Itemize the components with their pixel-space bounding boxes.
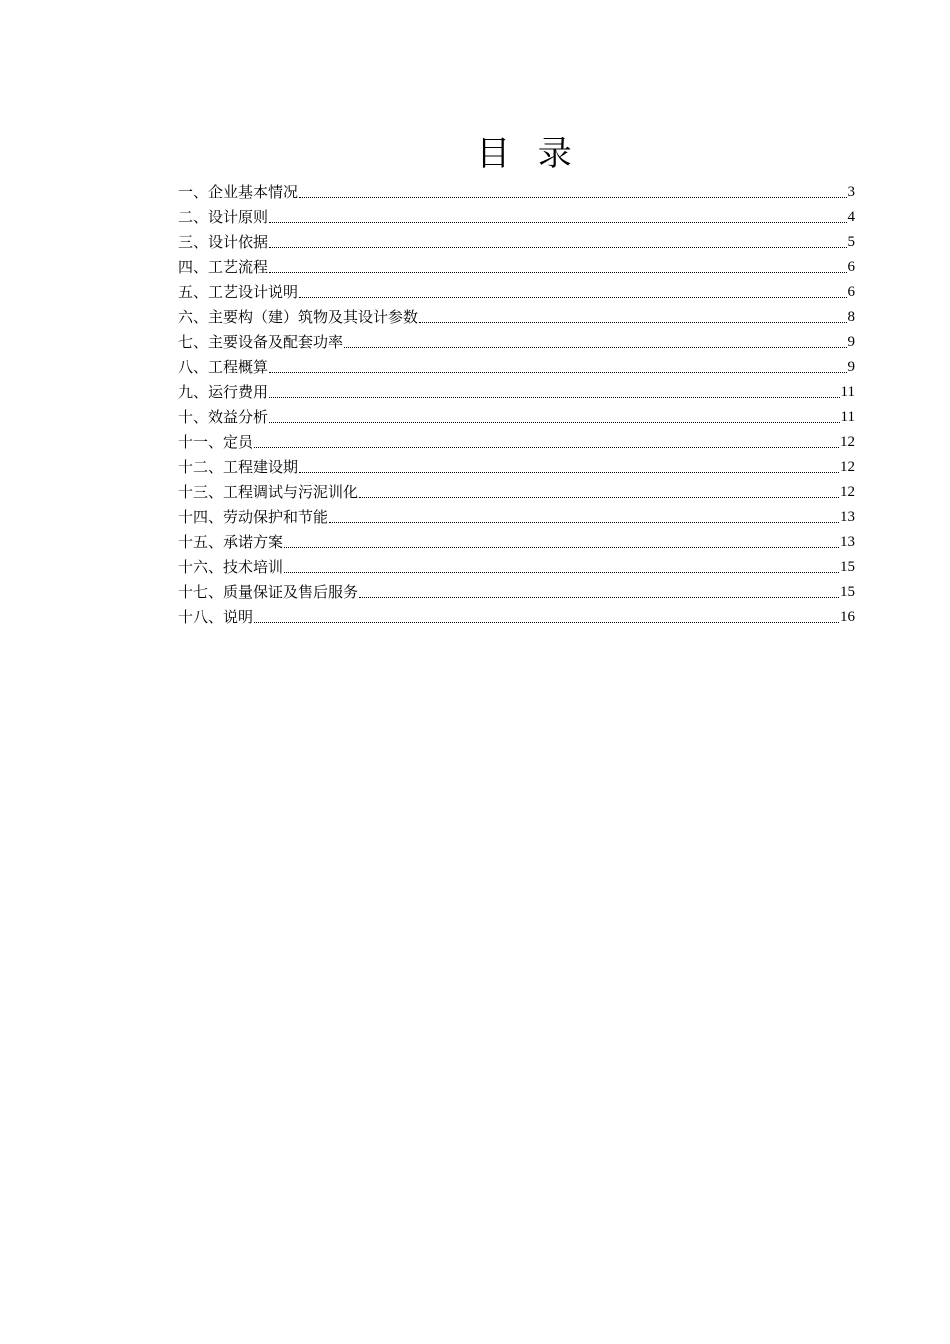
toc-leader-dots: [359, 496, 839, 498]
toc-leader-dots: [299, 296, 846, 298]
toc-entry-page: 6: [847, 259, 855, 275]
toc-entry-label: 九、运行费用: [178, 383, 269, 401]
toc-entry-label: 三、设计依据: [178, 233, 269, 251]
toc-leader-dots: [419, 321, 846, 323]
toc-entry-label: 十七、质量保证及售后服务: [178, 583, 359, 601]
toc-entry-page: 13: [840, 534, 855, 550]
toc-entry-page: 6: [847, 284, 855, 300]
toc-entry-label: 五、工艺设计说明: [178, 283, 299, 301]
toc-entry-page: 9: [847, 334, 855, 350]
toc-entry-page: 12: [840, 434, 855, 450]
toc-entry[interactable]: [178, 530, 855, 555]
toc-entry[interactable]: [178, 505, 855, 530]
toc-entry-label: 七、主要设备及配套功率: [178, 333, 344, 351]
toc-entry[interactable]: [178, 355, 855, 380]
toc-list: [178, 180, 855, 630]
toc-leader-dots: [269, 371, 846, 373]
toc-entry-label: 十五、承诺方案: [178, 533, 284, 551]
toc-leader-dots: [254, 446, 839, 448]
toc-entry[interactable]: [178, 605, 855, 630]
toc-entry-page: 5: [847, 234, 855, 250]
toc-leader-dots: [299, 196, 846, 198]
toc-entry-label: 八、工程概算: [178, 358, 269, 376]
toc-leader-dots: [344, 346, 846, 348]
toc-leader-dots: [254, 621, 839, 623]
toc-entry-page: 4: [847, 209, 855, 225]
toc-leader-dots: [284, 571, 839, 573]
toc-leader-dots: [299, 471, 839, 473]
toc-entry-page: 12: [840, 484, 855, 500]
toc-entry[interactable]: [178, 405, 855, 430]
toc-entry-page: 13: [840, 509, 855, 525]
toc-entry-label: 十一、定员: [178, 433, 254, 451]
toc-leader-dots: [269, 221, 846, 223]
toc-entry[interactable]: [178, 180, 855, 205]
toc-entry[interactable]: [178, 330, 855, 355]
toc-entry-label: 十四、劳动保护和节能: [178, 508, 329, 526]
toc-entry[interactable]: [178, 430, 855, 455]
toc-entry-page: 11: [840, 409, 855, 425]
toc-entry-page: 16: [840, 609, 855, 625]
toc-entry[interactable]: [178, 255, 855, 280]
toc-leader-dots: [359, 596, 839, 598]
toc-entry[interactable]: [178, 380, 855, 405]
toc-entry-label: 十六、技术培训: [178, 558, 284, 576]
toc-entry-label: 六、主要构（建）筑物及其设计参数: [178, 308, 419, 326]
toc-leader-dots: [269, 246, 846, 248]
toc-entry[interactable]: [178, 280, 855, 305]
toc-entry[interactable]: [178, 455, 855, 480]
toc-leader-dots: [329, 521, 839, 523]
toc-entry-label: 十八、说明: [178, 608, 254, 626]
toc-leader-dots: [284, 546, 839, 548]
toc-title: 目 录: [476, 134, 574, 174]
toc-entry[interactable]: [178, 580, 855, 605]
toc-entry-page: 15: [840, 559, 855, 575]
toc-entry[interactable]: [178, 480, 855, 505]
toc-entry-label: 十、效益分析: [178, 408, 269, 426]
toc-entry-page: 9: [847, 359, 855, 375]
toc-entry-page: 3: [847, 184, 855, 200]
toc-entry-label: 一、企业基本情况: [178, 183, 299, 201]
toc-entry-label: 二、设计原则: [178, 208, 269, 226]
toc-leader-dots: [269, 271, 846, 273]
toc-entry-label: 四、工艺流程: [178, 258, 269, 276]
toc-entry-page: 11: [840, 384, 855, 400]
toc-entry-page: 15: [840, 584, 855, 600]
toc-entry-page: 8: [847, 309, 855, 325]
toc-leader-dots: [269, 421, 840, 423]
toc-entry[interactable]: [178, 555, 855, 580]
toc-entry[interactable]: [178, 305, 855, 330]
toc-entry[interactable]: [178, 230, 855, 255]
toc-entry-label: 十三、工程调试与污泥训化: [178, 483, 359, 501]
toc-entry[interactable]: [178, 205, 855, 230]
toc-entry-label: 十二、工程建设期: [178, 458, 299, 476]
toc-leader-dots: [269, 396, 840, 398]
toc-entry-page: 12: [840, 459, 855, 475]
